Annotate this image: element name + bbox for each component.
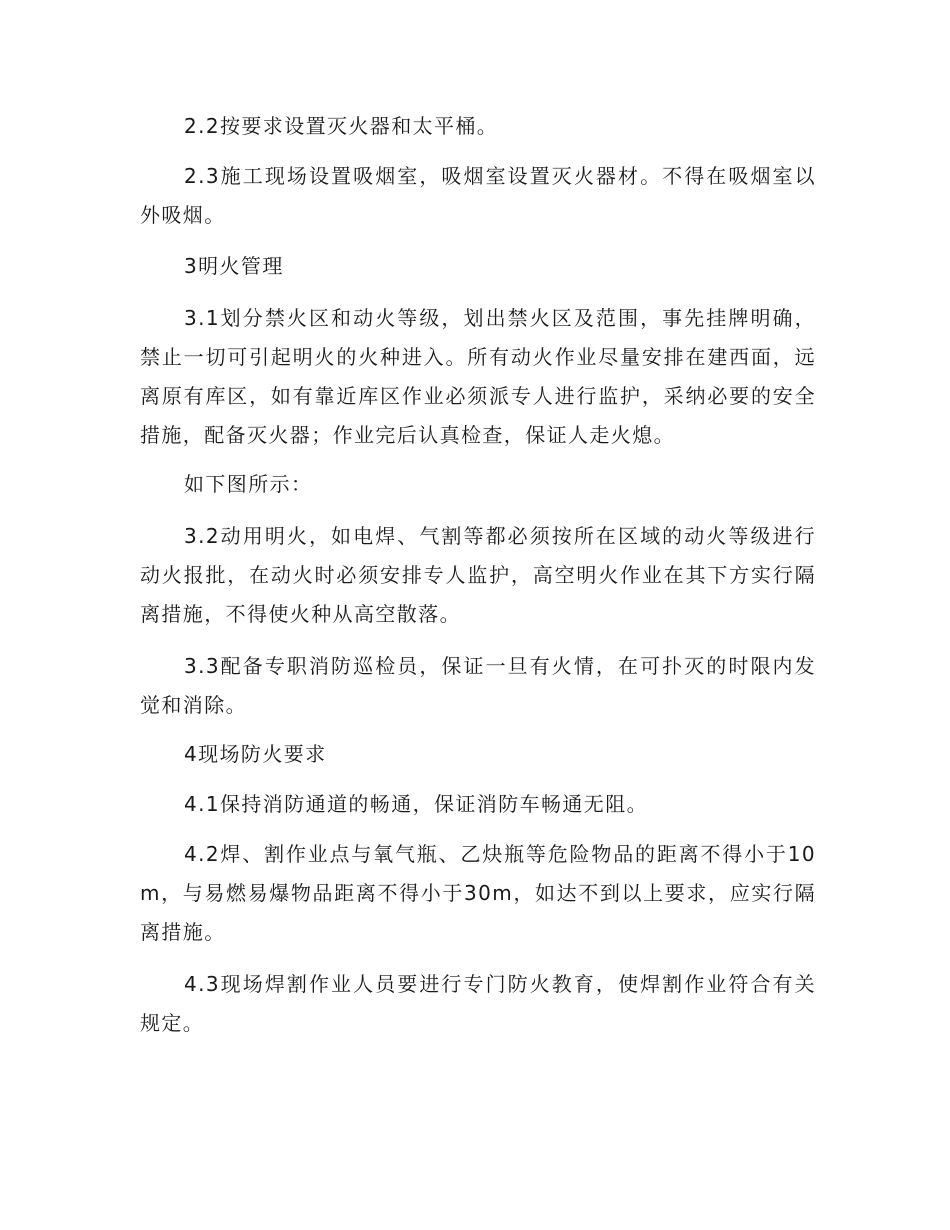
- heading-section-3: 3明火管理: [184, 254, 284, 278]
- heading-section-4: 4现场防火要求: [184, 742, 327, 766]
- paragraph-2-3: 2.3施工现场设置吸烟室，吸烟室设置灭火器材。不得在吸烟室以外吸烟。: [140, 164, 816, 227]
- paragraph-3-1: 3.1划分禁火区和动火等级，划出禁火区及范围，事先挂牌明确，禁止一切可引起明火的火种进入。所有动火作业尽量安排在建西面，远离原有库区，如有靠近库区作业必须派专人进行监护，采纳必要的安全措施，配备灭火器；作业完后认真检查，保证人走火熄。: [140, 306, 816, 447]
- paragraph-3-3: 3.3配备专职消防巡检员，保证一旦有火情，在可扑灭的时限内发觉和消除。: [140, 654, 816, 717]
- paragraph-figure-caption: 如下图所示：: [184, 472, 313, 496]
- paragraph-4-3: 4.3现场焊割作业人员要进行专门防火教育，使焊割作业符合有关规定。: [140, 972, 816, 1035]
- paragraph-2-2: 2.2按要求设置灭火器和太平桶。: [184, 114, 499, 138]
- paragraph-4-1: 4.1保持消防通道的畅通，保证消防车畅通无阻。: [184, 792, 649, 816]
- paragraph-3-2: 3.2动用明火，如电焊、气割等都必须按所在区域的动火等级进行动火报批，在动火时必须安排专人监护，高空明火作业在其下方实行隔离措施，不得使火种从高空散落。: [140, 524, 816, 626]
- paragraph-4-2: 4.2焊、割作业点与氧气瓶、乙炔瓶等危险物品的距离不得小于10m，与易燃易爆物品距离不得小于30m，如达不到以上要求，应实行隔离措施。: [140, 842, 816, 944]
